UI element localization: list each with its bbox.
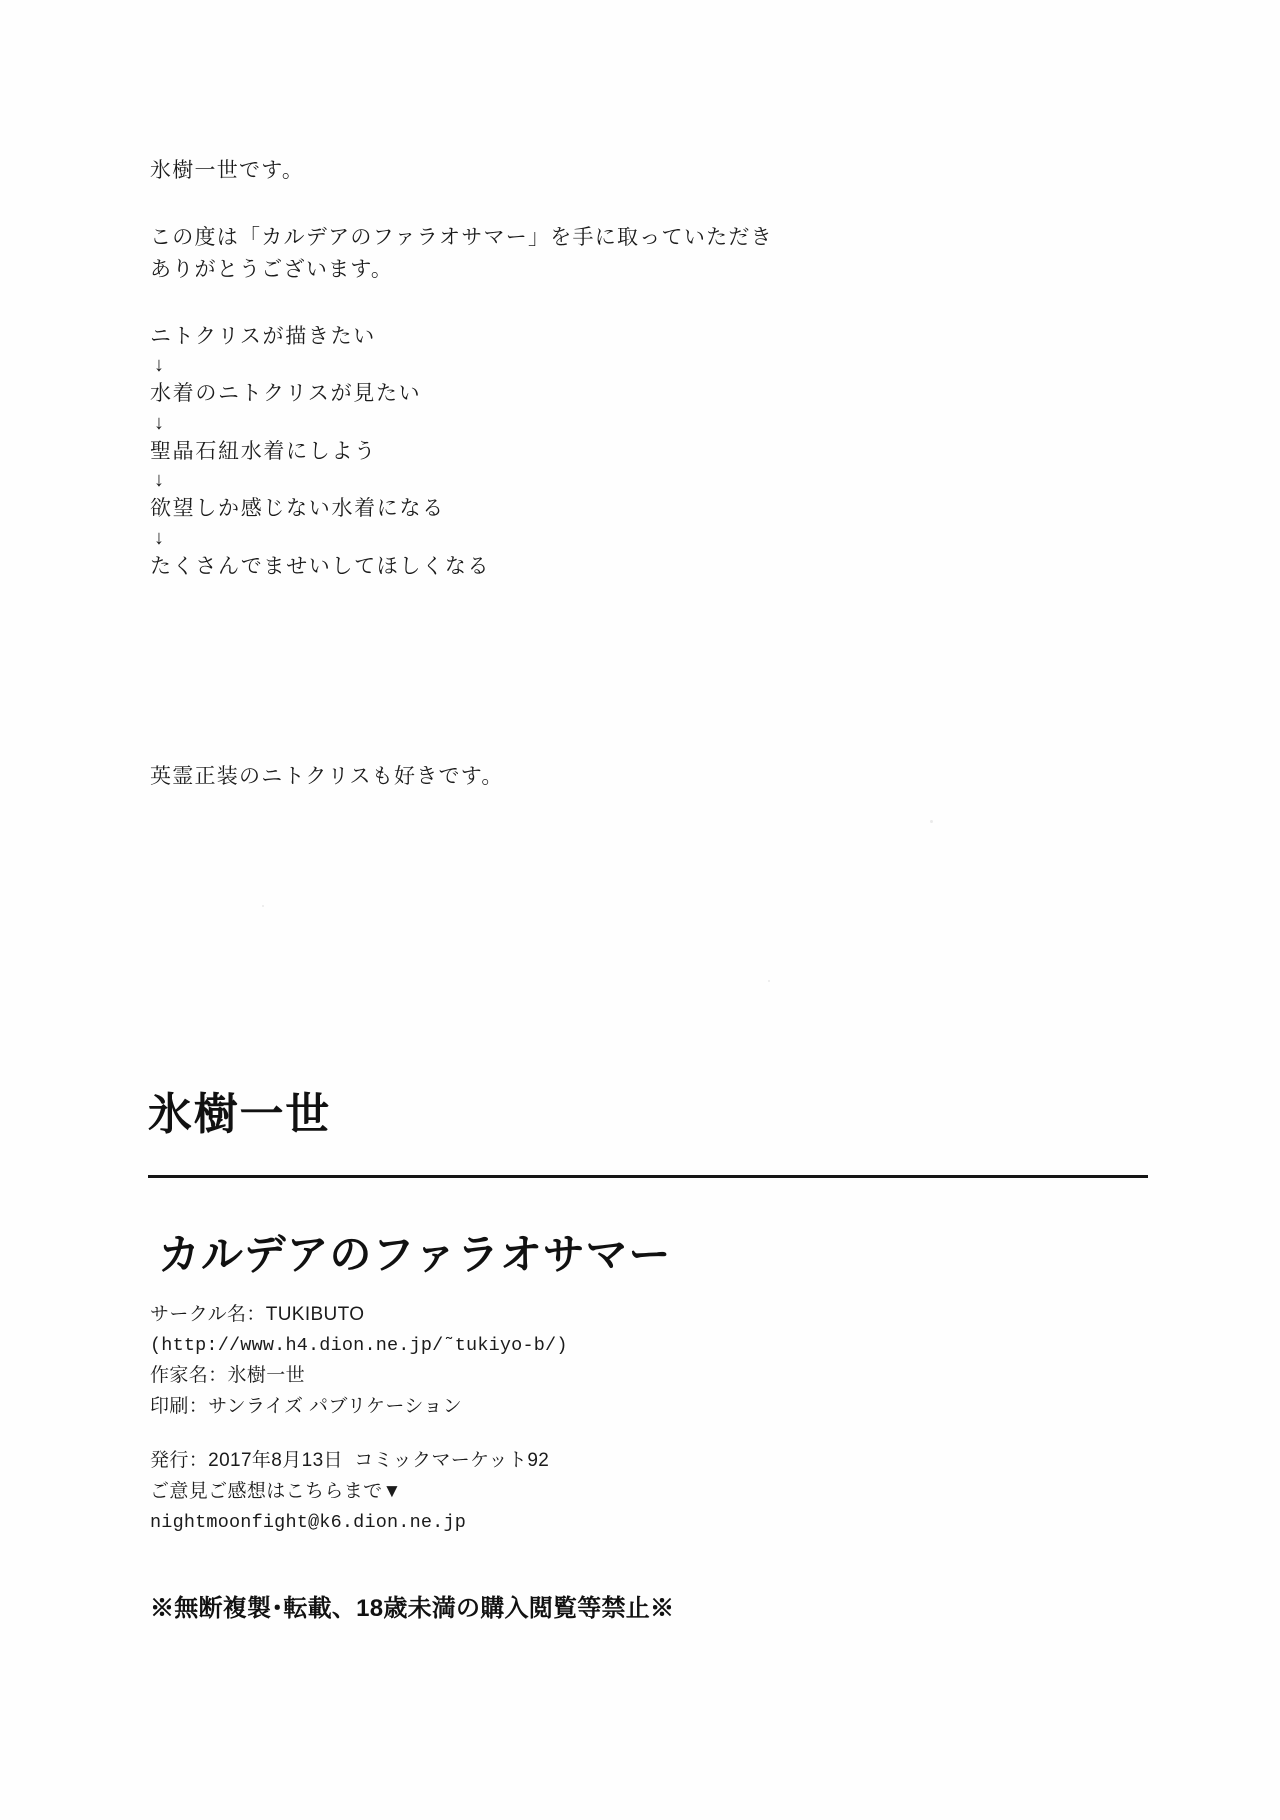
arrow-down-icon: ↓ bbox=[154, 411, 166, 434]
colophon-printer: 印刷：サンライズ パブリケーション bbox=[150, 1395, 463, 1417]
spacer bbox=[150, 1422, 1050, 1446]
arrow-down-icon: ↓ bbox=[154, 354, 166, 377]
colophon-contact-label: ご意見ご感想はこちらまで▼ bbox=[150, 1481, 402, 1503]
afterword-greeting: 氷樹一世です。 bbox=[150, 159, 305, 182]
colophon-author-heading: 氷樹一世 bbox=[148, 1090, 332, 1139]
scan-speck bbox=[262, 905, 264, 907]
afterword-flow-step-3: 聖晶石紐水着にしよう bbox=[150, 439, 377, 463]
afterword-flow-step-2: 水着のニトクリスが見たい bbox=[150, 382, 422, 406]
colophon-artist-name: 作家名：氷樹一世 bbox=[150, 1364, 306, 1386]
spacer bbox=[150, 188, 970, 222]
horizontal-divider bbox=[148, 1175, 1148, 1178]
afterword-thanks-line-1: この度は「カルデアのファラオサマー」を手に取っていただき bbox=[150, 225, 773, 249]
colophon-meta-block bbox=[150, 1300, 1050, 1538]
scan-speck bbox=[768, 980, 770, 982]
colophon-notice: ※無断複製･転載、18歳未満の購入閲覧等禁止※ bbox=[150, 1595, 675, 1622]
afterword-flow-step-5: たくさんでませいしてほしくなる bbox=[150, 554, 491, 578]
scan-speck bbox=[930, 820, 933, 823]
colophon-circle-name: サークル名：TUKIBUTO bbox=[150, 1304, 365, 1325]
colophon-publish-date: 発行：2017年8月13日 コミックマーケット92 bbox=[150, 1450, 550, 1472]
afterword-closing: 英霊正装のニトクリスも好きです。 bbox=[150, 765, 504, 788]
colophon-work-title: カルデアのファラオサマー bbox=[158, 1231, 672, 1278]
arrow-down-icon: ↓ bbox=[154, 526, 166, 549]
afterword-flow-step-4: 欲望しか感じない水着になる bbox=[150, 497, 445, 521]
afterword-thanks-line-2: ありがとうございます。 bbox=[150, 258, 394, 282]
spacer bbox=[150, 287, 970, 321]
colophon-contact-mail[interactable]: nightmoonfight@k6.dion.ne.jp bbox=[150, 1511, 467, 1533]
arrow-down-icon: ↓ bbox=[154, 469, 166, 492]
colophon-circle-url[interactable]: (http://www.h4.dion.ne.jp/˜tukiyo-b/) bbox=[150, 1334, 568, 1356]
afterword-flow-step-1: ニトクリスが描きたい bbox=[150, 324, 376, 348]
afterword-block bbox=[150, 155, 970, 582]
